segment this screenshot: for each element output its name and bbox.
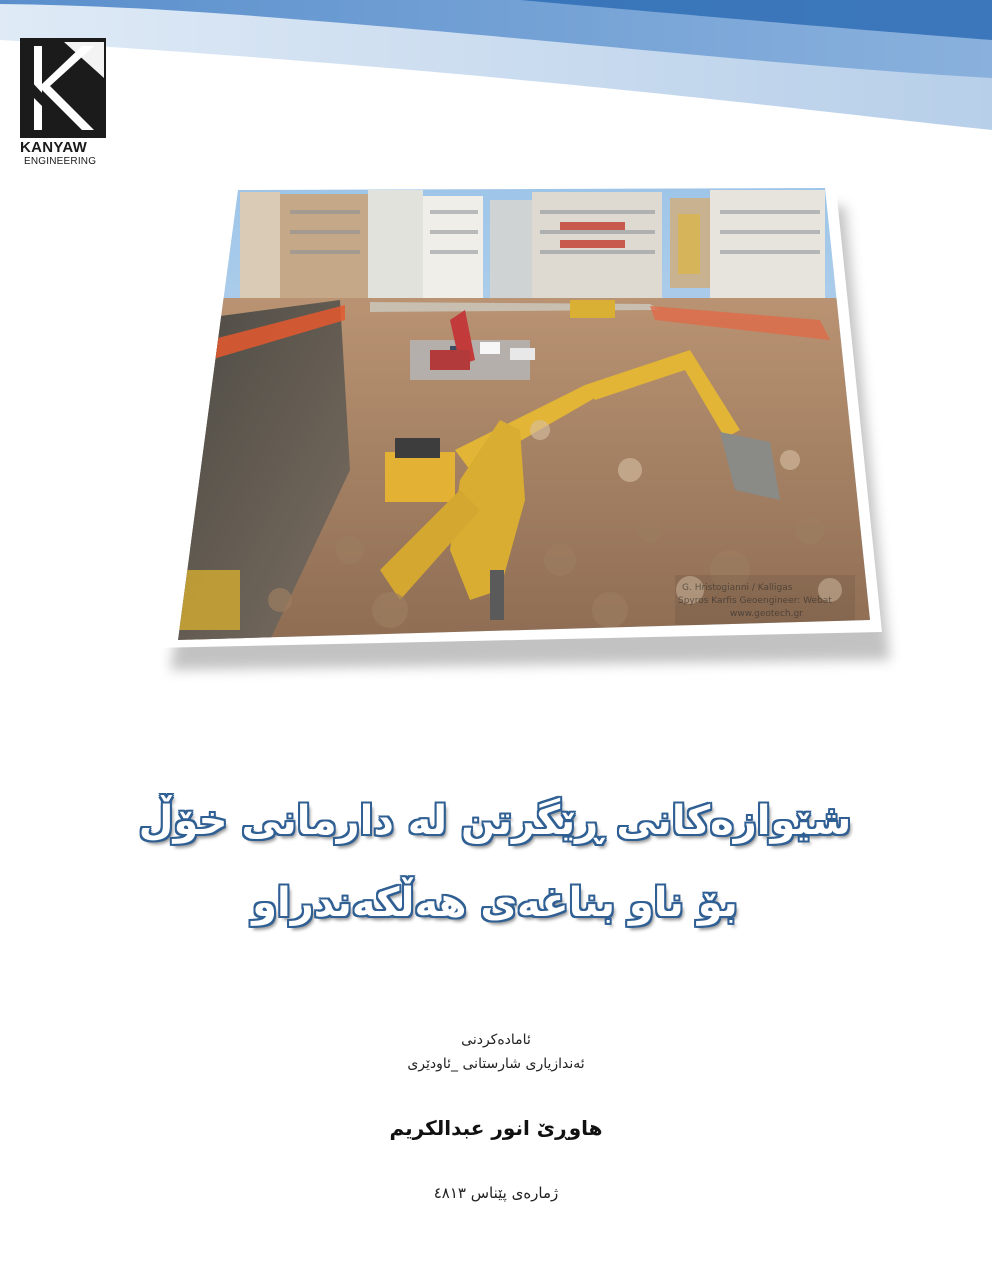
author-role: ئەندازیاری شارستانی _ئاودێری [407, 1056, 585, 1072]
prepared-by-block [0, 1028, 992, 1076]
company-logo [20, 38, 112, 168]
title-line-1: شێوازەکانی ڕێگرتن لە دارمانی خۆڵ [138, 798, 852, 844]
registration-number: ژمارەی پێناس ٤٨١٣ [433, 1184, 559, 1202]
author-name: هاوڕێ انور عبدالکریم [389, 1116, 603, 1140]
photo-watermark-2: Spyros Karfis Geoengineer: Webat [678, 596, 832, 606]
document-title [60, 780, 930, 944]
excavation-photo [130, 170, 950, 700]
brand-name: KANYAW [20, 139, 88, 156]
brand-subtitle: ENGINEERING [24, 156, 97, 167]
title-line-2: بۆ ناو بناغەی هەڵکەندراو [252, 880, 738, 926]
kanyaw-logo-icon [20, 38, 106, 138]
prepared-by-label: ئامادەکردنی [461, 1032, 531, 1048]
header-wave-band [0, 0, 992, 140]
photo-watermark-1: G. Hristogianni / Kalligas [682, 583, 793, 593]
photo-watermark-3: www.geotech.gr [730, 609, 803, 619]
